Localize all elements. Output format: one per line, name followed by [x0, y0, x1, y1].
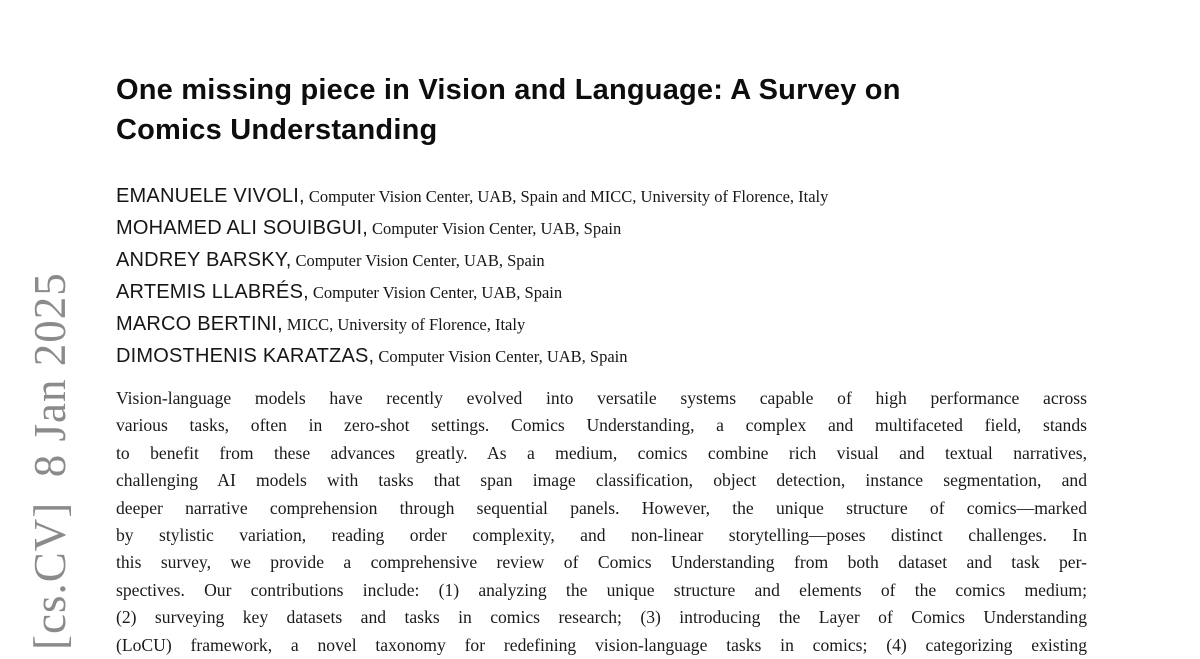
abstract-line: various tasks, often in zero-shot settings. Comics Understanding, a complex and multifaceted field, stands	[116, 415, 1087, 436]
author-list	[116, 180, 1087, 372]
abstract-line: to benefit from these advances greatly. As a medium, comics combine rich visual and textual narratives,	[116, 442, 1087, 463]
title-line-1: One missing piece in Vision and Language: A Survey on	[116, 74, 901, 106]
author-affiliation: Computer Vision Center, UAB, Spain	[372, 219, 622, 238]
abstract-line: this survey, we provide a comprehensive review of Comics Understanding from both dataset and task per-	[116, 552, 1087, 573]
page-title	[116, 70, 1087, 150]
author-name: EMANUELE VIVOLI,	[116, 185, 305, 207]
author-name: DIMOSTHENIS KARATZAS,	[116, 345, 375, 367]
author-affiliation: Computer Vision Center, UAB, Spain	[312, 283, 563, 302]
author-line	[116, 276, 1087, 308]
abstract	[116, 385, 1087, 659]
author-affiliation: Computer Vision Center, UAB, Spain	[295, 251, 545, 270]
abstract-line: (LoCU) framework, a novel taxonomy for redefining vision-language tasks in comics; (4) categorizing existing	[116, 634, 1087, 655]
author-name: ANDREY BARSKY,	[116, 249, 292, 271]
abstract-line: (2) surveying key datasets and tasks in comics research; (3) introducing the Layer of Comics Understanding	[116, 607, 1087, 628]
author-name: MOHAMED ALI SOUIBGUI,	[116, 217, 369, 239]
author-line	[116, 180, 1087, 212]
author-name: MARCO BERTINI,	[116, 313, 283, 335]
abstract-line: spectives. Our contributions include: (1) analyzing the unique structure and elements of the comics medium;	[116, 579, 1087, 600]
author-name: ARTEMIS LLABRÉS,	[116, 281, 309, 303]
author-affiliation: Computer Vision Center, UAB, Spain	[378, 347, 628, 366]
abstract-line: challenging AI models with tasks that span image classification, object detection, instance segmentation, and	[116, 470, 1087, 491]
author-line	[116, 244, 1087, 276]
abstract-line: Vision-language models have recently evolved into versatile systems capable of high performance across	[116, 388, 1087, 408]
title-line-2: Comics Understanding	[116, 114, 438, 146]
abstract-line: by stylistic variation, reading order complexity, and non-linear storytelling—poses distinct challenges. In	[116, 525, 1087, 546]
author-line	[116, 212, 1087, 244]
author-affiliation: Computer Vision Center, UAB, Spain and MICC, University of Florence, Italy	[308, 187, 829, 206]
arxiv-watermark: [cs.CV] 8 Jan 2025	[25, 272, 75, 650]
author-line	[116, 308, 1087, 340]
author-line	[116, 340, 1087, 372]
abstract-line: deeper narrative comprehension through sequential panels. However, the unique structure of comics—marked	[116, 497, 1087, 518]
author-affiliation: MICC, University of Florence, Italy	[286, 315, 526, 334]
